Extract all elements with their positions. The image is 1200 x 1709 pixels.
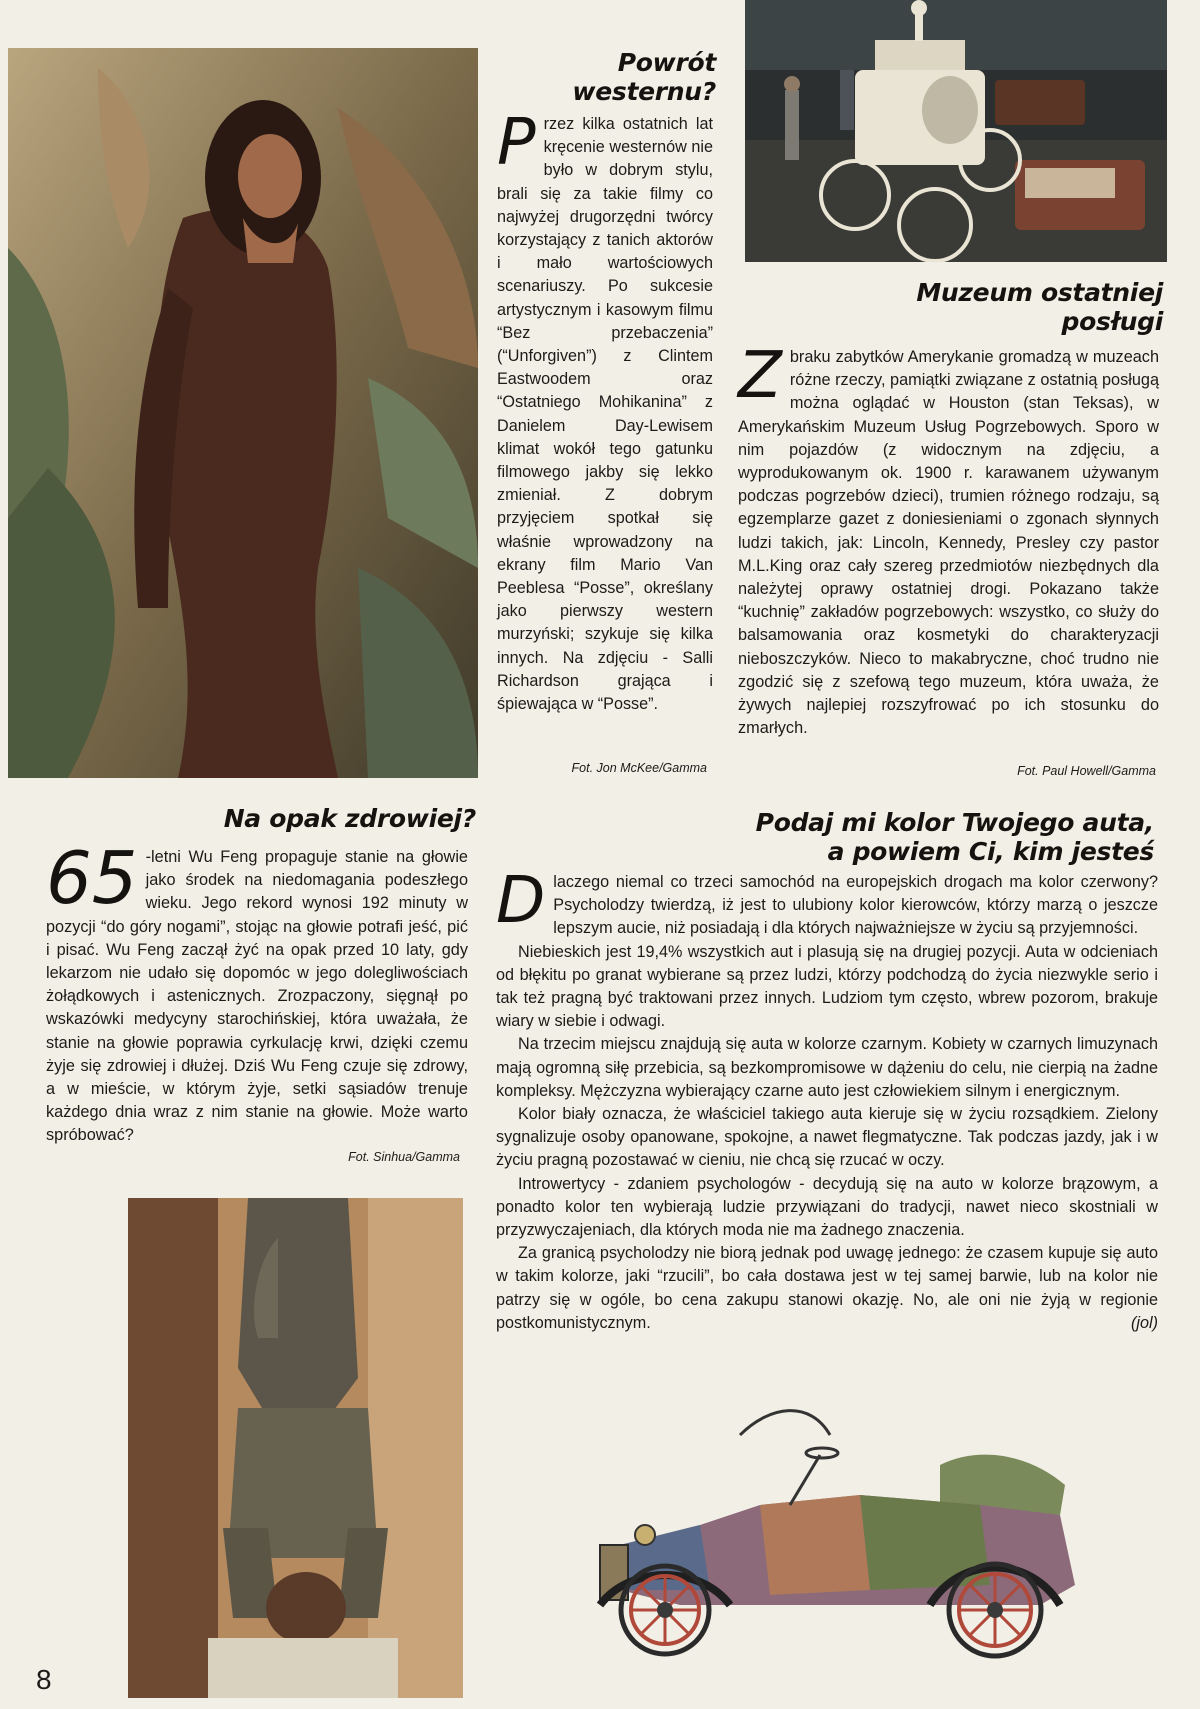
museum-body [738, 339, 1159, 740]
photo-actress [8, 48, 478, 778]
car-paragraph-1 [496, 864, 1158, 941]
page-number: 8 [36, 1664, 52, 1695]
car-paragraph-6-text: Za granicą psycholodzy nie biorą jednak pod uwagę jednego: że czasem kupuje się auto w takim kolorze, jaki “rzucili”, bo cała dostawa jest w tej samej barwie, lub na kolor nie patrzy się w ogóle, bo cena zakupu stanowi okazję. No, ale oni nie żyją w regionie postkomunistycznym. [496, 1244, 1158, 1332]
museum-dropcap: Z [738, 339, 782, 413]
museum-headline-line2: posługi [1061, 307, 1163, 336]
car-paragraph-3: Na trzecim miejscu znajdują się auta w kolorze czarnym. Kobiety w czarnych limuzynach mają ogromną siłę przebicia, są bezkompromisowe w dążeniu do celu, nie cierpią na żadne kompleksy. Mężczyzna wybierający czarne auto jest człowiekiem silnym i energicznym. [496, 1035, 1158, 1100]
museum-headline-line1: Muzeum ostatniej [916, 278, 1163, 307]
headstand-dropcap: 65 [46, 836, 138, 920]
western-body [497, 106, 713, 716]
car-paragraph-6 [496, 1242, 1158, 1335]
headstand-credit: Fot. Sinhua/Gamma [348, 1150, 460, 1164]
car-headline-line1: Podaj mi kolor Twojego auta, [755, 808, 1154, 837]
museum-text: braku zabytków Amerykanie gromadzą w muzeach różne rzeczy, pamiątki związane z ostatnią posługą można oglądać w Houston (stan Teksas), w Amerykańskim Muzeum Usług Pogrzebowych. Sporo w nim pojazdów (z widocznym na zdjęciu, a wyprodukowanym ok. 1900 r. karawanem używanym podczas pogrzebów dzieci), trumien różnego rodzaju, są egzemplarze gazet z doniesieniami o zgonach słynnych ludzi takich, jak: Lincoln, Kennedy, Presley czy pastor M.L.King oraz cały szereg przedmiotów niezbędnych dla należytej oprawy ostatniej drogi. Pokazano także “kuchnię” zakładów pogrzebowych: wszystko, co służy do balsamowania oraz kosmetyki do charakteryzacji nieboszczyków. Nieco to makabryczne, choć trudno nie zgodzić się z szefową tego muzeum, która uważa, że żywych najlepiej rozszyfrować po ich stosunku do zmarłych. [738, 348, 1159, 738]
western-text: rzez kilka ostatnich lat kręcenie westernów nie było w dobrym stylu, brali się za takie filmy co najwyżej drugorzędni twórcy korzystający z tanich aktorów i mało wartościowych scenariuszy. Po sukcesie artystycznym i kasowym filmu “Bez przebaczenia” (“Unforgiven”) z Clintem Eastwoodem oraz “Ostatniego Mohikanina” z Danielem Day-Lewisem klimat wokół tego gatunku filmowego jakby się lekko zmieniał. Z dobrym przyjęciem spotkał się właśnie wprowadzony na ekrany film Mario Van Peeblesa “Posse”, określany jako pierwszy western murzyński; szykuje się kilka innych. Na zdjęciu - Salli Richardson grająca i śpiewająca w “Posse”. [497, 115, 713, 714]
headstand-body [46, 836, 468, 1148]
car-paragraph-5: Introwertycy - zdaniem psychologów - decydują się na auto w kolorze brązowym, a ponadto kolor ten wybierają ludzie przywiązani do tradycji, nawet nieco skostniali w przyzwyczajeniach, dla których moda nie ma żadnego znaczenia. [496, 1174, 1158, 1240]
photo-hearse [745, 0, 1167, 262]
car-headline-line2: a powiem Ci, kim jesteś [827, 837, 1154, 866]
museum-headline [745, 278, 1163, 336]
car-paragraph-4: Kolor biały oznacza, że właściciel takiego auta kieruje się w życiu rozsądkiem. Zielony sygnalizuje osoby opanowane, spokojne, a nawet flegmatyczne. Tak podczas jazdy, jak i w życiu pragną pozostawać w cieniu, nie chcą się rzucać w oczy. [496, 1105, 1158, 1170]
western-dropcap: P [497, 106, 536, 180]
car-signoff: (jol) [1131, 1313, 1158, 1332]
western-headline-line2: westernu? [572, 77, 716, 106]
western-headline [480, 48, 716, 106]
museum-credit: Fot. Paul Howell/Gamma [1017, 764, 1156, 778]
car-headline [560, 808, 1154, 866]
car-body [496, 864, 1158, 1335]
western-credit: Fot. Jon McKee/Gamma [571, 761, 707, 775]
western-headline-line1: Powrót [617, 48, 716, 77]
photo-headstand [128, 1198, 463, 1698]
headstand-headline: Na opak zdrowiej? [223, 804, 476, 833]
illustration-car [560, 1395, 1105, 1665]
car-paragraph-2: Niebieskich jest 19,4% wszystkich aut i plasują się na drugiej pozycji. Auta w odcieniach od błękitu po granat wybierane są przez ludzi, którzy podchodzą do życia niezwykle serio i tak też pragną być traktowani przez innych. Ludziom tym często, wbrew pozorom, brakuje wiary w siebie i odwagi. [496, 942, 1158, 1031]
headstand-text: -letni Wu Feng propaguje stanie na głowie jako środek na niedomagania podeszłego wieku. Jego rekord wynosi 192 minuty w pozycji “do góry nogami”, stojąc na głowie potrafi jeść, pić i pisać. Wu Feng zaczął żyć na opak przed 10 laty, gdy lekarzom nie udało się dopomóc w jego dolegliwościach żołądkowych i astenicznych. Zrozpaczony, sięgnął po wskazówki medycyny starochińskiej, która uważała, że stanie na głowie poprawia cyrkulację krwi, dzięki czemu żyje się zdrowiej i dłużej. Dziś Wu Feng czuje się zdrowy, a w mieście, w którym żyje, setki sąsiadów trenuje każdego dnia wraz z nim stanie na głowie. Może warto spróbować? [46, 848, 468, 1145]
car-dropcap: D [496, 864, 546, 938]
car-paragraph-1-text: laczego niemal co trzeci samochód na europejskich drogach ma kolor czerwony? Psycholodzy twierdzą, iż jest to ulubiony kolor kierowców, którzy marzą o jeszcze lepszym aucie, niż posiadają i dla których najważniejsze w życiu są przyjemności. [553, 873, 1158, 938]
